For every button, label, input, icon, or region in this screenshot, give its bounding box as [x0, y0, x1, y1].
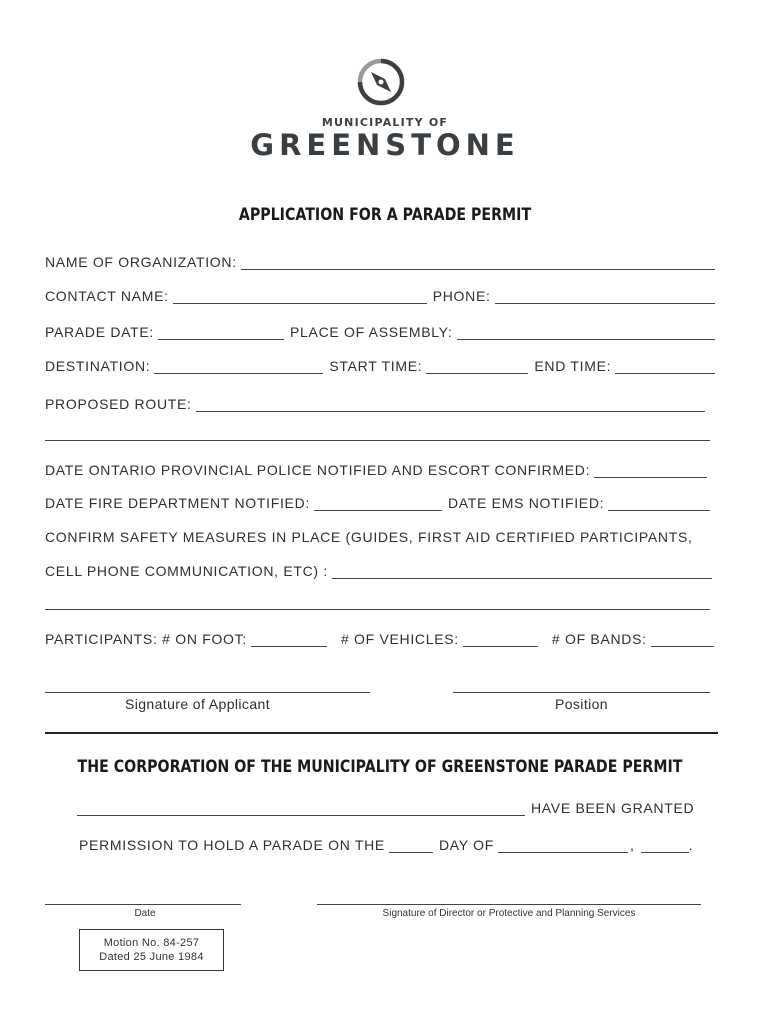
- parade-date-field[interactable]: [158, 324, 284, 340]
- destination-row: [45, 354, 715, 374]
- period-sep: .: [688, 837, 694, 853]
- safety-label-line2: CELL PHONE COMMUNICATION, ETC) :: [45, 563, 328, 579]
- position-line[interactable]: [453, 692, 710, 693]
- on-foot-field[interactable]: [251, 631, 327, 647]
- end-time-label: END TIME:: [534, 358, 612, 374]
- motion-date: Dated 25 June 1984: [99, 951, 204, 963]
- municipality-of-label: MUNICIPALITY OF: [321, 116, 449, 129]
- destination-field[interactable]: [154, 358, 323, 374]
- granted-row: [77, 796, 695, 816]
- director-signature-caption: Signature of Director or Protective and Planning Services: [382, 908, 636, 919]
- permission-row: [79, 833, 694, 853]
- day-of-label: DAY OF: [438, 837, 494, 853]
- permit-title: THE CORPORATION OF THE MUNICIPALITY OF GREENSTONE PARADE PERMIT: [77, 757, 683, 776]
- position-caption: Position: [554, 696, 608, 712]
- vehicles-label: # OF VEHICLES:: [340, 631, 459, 647]
- safety-label-line1: CONFIRM SAFETY MEASURES IN PLACE (GUIDES, FIRST AID CERTIFIED PARTICIPANTS,: [45, 529, 693, 545]
- parade-date-row: [45, 320, 715, 340]
- destination-label: DESTINATION:: [45, 358, 151, 374]
- route-continuation-line[interactable]: [45, 440, 710, 441]
- bands-label: # OF BANDS:: [551, 631, 647, 647]
- phone-label: PHONE:: [432, 288, 491, 304]
- fire-ems-row: [45, 491, 710, 511]
- municipality-name: GREENSTONE: [250, 128, 520, 162]
- safety-field[interactable]: [332, 563, 712, 579]
- year-field[interactable]: [641, 837, 689, 853]
- safety-row-2: [45, 559, 712, 579]
- grantee-field[interactable]: [77, 800, 525, 816]
- organization-label: NAME OF ORGANIZATION:: [45, 254, 237, 270]
- ems-label: DATE EMS NOTIFIED:: [447, 495, 605, 511]
- date-line[interactable]: [45, 904, 241, 905]
- director-signature-line[interactable]: [317, 904, 701, 905]
- end-time-field[interactable]: [615, 358, 715, 374]
- permission-prefix: PERMISSION TO HOLD A PARADE ON THE: [79, 837, 385, 853]
- granted-label: HAVE BEEN GRANTED: [531, 800, 695, 816]
- route-row: [45, 392, 705, 412]
- form-title: APPLICATION FOR A PARADE PERMIT: [238, 205, 532, 224]
- applicant-signature-line[interactable]: [45, 692, 370, 693]
- parade-date-label: PARADE DATE:: [45, 324, 155, 340]
- motion-box: [79, 929, 224, 971]
- organization-row: [45, 250, 715, 270]
- participants-row: [45, 627, 714, 647]
- date-caption: Date: [134, 908, 156, 919]
- day-field[interactable]: [389, 837, 433, 853]
- opp-label: DATE ONTARIO PROVINCIAL POLICE NOTIFIED AND ESCORT CONFIRMED:: [45, 462, 591, 478]
- opp-field[interactable]: [594, 462, 707, 478]
- opp-row: [45, 458, 707, 478]
- safety-row-1: [45, 525, 715, 545]
- contact-field[interactable]: [173, 288, 427, 304]
- assembly-label: PLACE OF ASSEMBLY:: [290, 324, 453, 340]
- contact-row: [45, 284, 715, 304]
- route-field[interactable]: [196, 396, 705, 412]
- phone-field[interactable]: [495, 288, 715, 304]
- month-field[interactable]: [498, 837, 628, 853]
- vehicles-field[interactable]: [463, 631, 538, 647]
- ems-field[interactable]: [608, 495, 710, 511]
- route-label: PROPOSED ROUTE:: [45, 396, 192, 412]
- participants-label: PARTICIPANTS: # ON FOOT:: [45, 631, 247, 647]
- section-divider: [45, 732, 718, 734]
- compass-icon: [357, 58, 405, 106]
- bands-field[interactable]: [651, 631, 714, 647]
- applicant-signature-caption: Signature of Applicant: [124, 696, 270, 712]
- organization-field[interactable]: [241, 254, 715, 270]
- fire-field[interactable]: [314, 495, 442, 511]
- motion-number: Motion No. 84-257: [103, 937, 200, 949]
- start-time-field[interactable]: [426, 358, 528, 374]
- fire-label: DATE FIRE DEPARTMENT NOTIFIED:: [45, 495, 310, 511]
- start-time-label: START TIME:: [329, 358, 423, 374]
- assembly-field[interactable]: [457, 324, 715, 340]
- safety-continuation-line[interactable]: [45, 609, 710, 610]
- comma-sep: ,: [629, 837, 635, 853]
- contact-label: CONTACT NAME:: [45, 288, 169, 304]
